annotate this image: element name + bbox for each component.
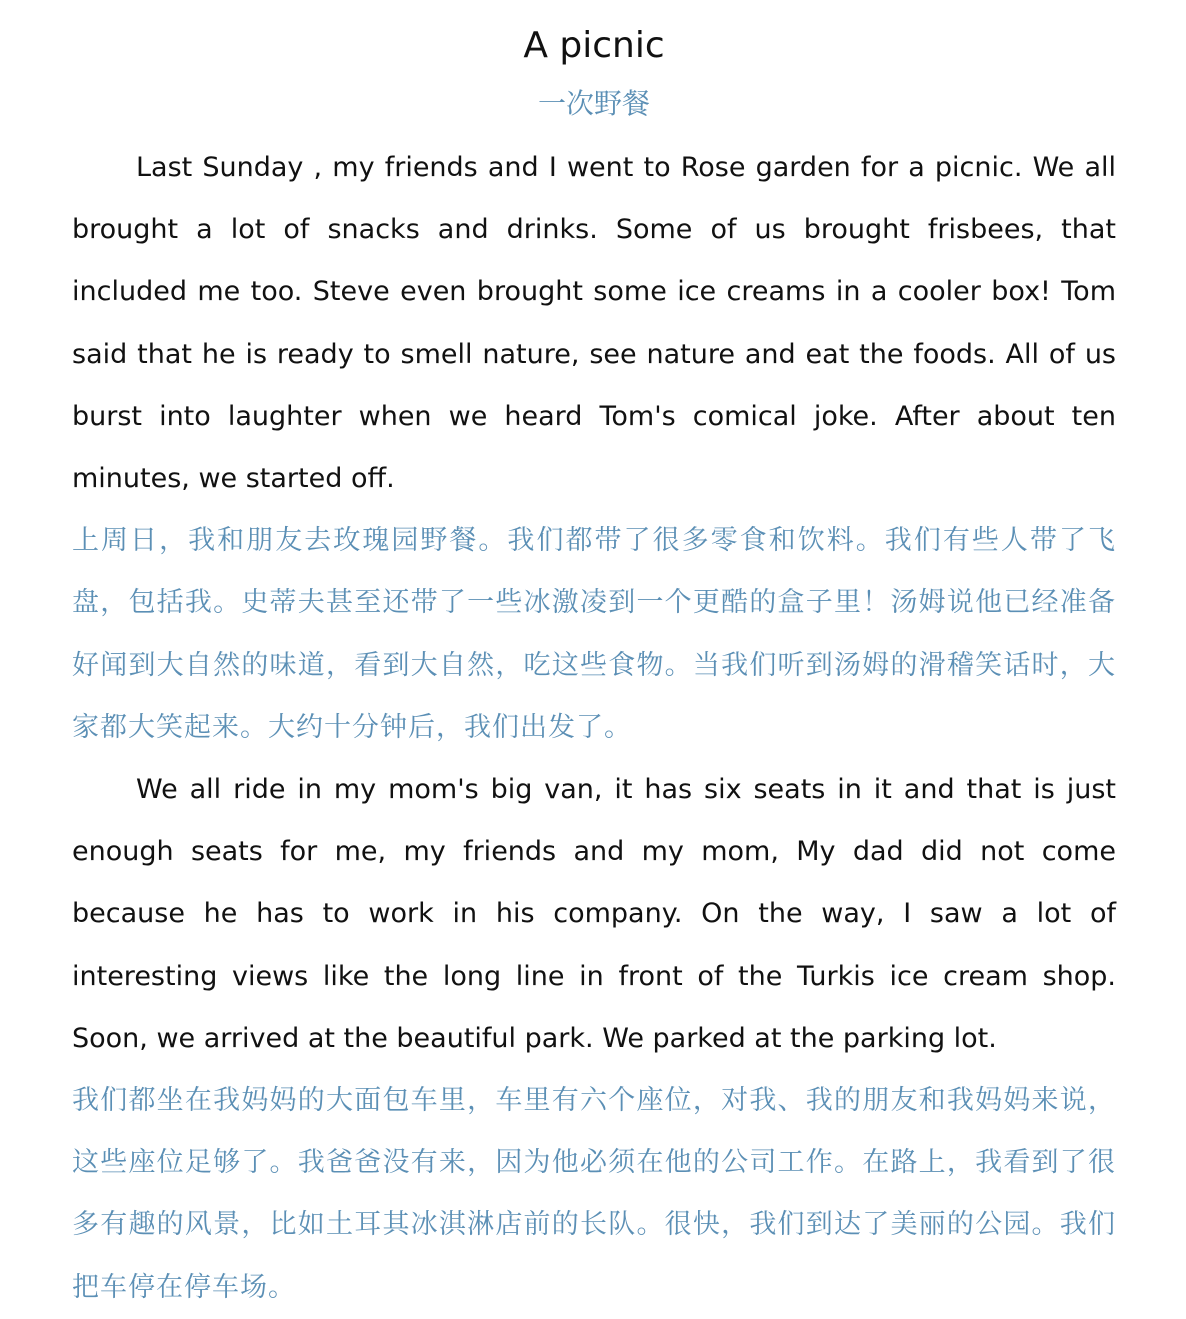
paragraph-chinese-2: 我们都坐在我妈妈的大面包车里，车里有六个座位，对我、我的朋友和我妈妈来说，这些座位足够了。我爸爸没有来，因为他必须在他的公司工作。在路上，我看到了很多有趣的风景，比如土耳其冰淇淋店前的长队。很快，我们到达了美丽的公园。我们把车停在停车场。 <box>72 1085 1116 1303</box>
paragraph-english-1: Last Sunday , my friends and I went to Rose garden for a picnic. We all brought a lot of snacks and drinks. Some of us brought frisbees, that included me too. Steve even brought some ice creams in a cooler box! Tom said that he is ready to smell nature, see nature and eat the foods. All of us burst into laughter when we heard Tom's comical joke. After about ten minutes, we started off. <box>72 152 1116 495</box>
paragraph-block-2 <box>72 759 1116 1319</box>
paragraph-block-1 <box>72 137 1116 759</box>
page-title: A picnic <box>523 25 665 66</box>
page-subtitle-chinese: 一次野餐 <box>537 87 650 120</box>
paragraph-chinese-1: 上周日，我和朋友去玫瑰园野餐。我们都带了很多零食和饮料。我们有些人带了飞盘，包括我。史蒂夫甚至还带了一些冰激凌到一个更酷的盒子里！汤姆说他已经准备好闻到大自然的味道，看到大自然，吃这些食物。当我们听到汤姆的滑稽笑话时，大家都大笑起来。大约十分钟后，我们出发了。 <box>72 525 1116 743</box>
document-page <box>72 0 1116 1319</box>
paragraph-english-2: We all ride in my mom's big van, it has six seats in it and that is just enough seats for me, my friends and my mom, My dad did not come because he has to work in his company. On the way, I saw a lot of interesting views like the long line in front of the Turkis ice cream shop. Soon, we arrived at the beautiful park. We parked at the parking lot. <box>72 774 1116 1054</box>
